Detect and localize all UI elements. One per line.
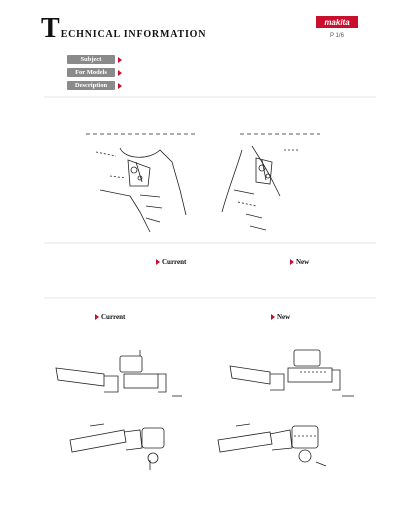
tool-drawing-current-exploded xyxy=(86,134,196,232)
description-label: Description xyxy=(67,81,115,90)
current-tag-bottom: Current xyxy=(95,313,125,321)
subject-label: Subject xyxy=(67,55,115,64)
switch-drawing-current-bottom xyxy=(70,424,164,470)
switch-drawing-current-top xyxy=(56,350,182,396)
new-tag-top: New xyxy=(290,258,309,266)
title-initial: T xyxy=(41,13,60,44)
models-label: For Models xyxy=(67,68,115,77)
page-code: P 1/6 xyxy=(330,33,344,39)
title-rest: ECHNICAL INFORMATION xyxy=(60,29,207,40)
switch-drawing-new-bottom xyxy=(218,424,326,466)
tool-drawing-new-exploded xyxy=(222,134,320,230)
new-tag-bottom: New xyxy=(271,313,290,321)
switch-drawing-new-top xyxy=(230,350,354,396)
current-tag-top: Current xyxy=(156,258,186,266)
brand-logo: makita xyxy=(316,16,358,28)
sanitized-rule-lines xyxy=(44,97,376,298)
